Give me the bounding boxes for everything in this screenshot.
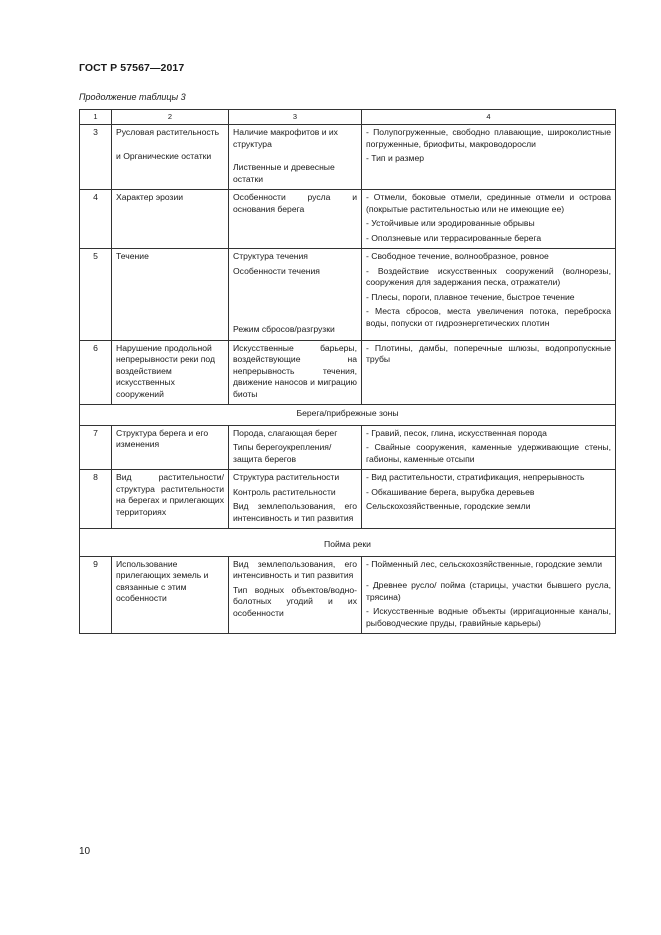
parameter-cell (229, 125, 362, 190)
parameter-text: Контроль растительности (233, 486, 336, 497)
description-text: - Пойменный лес, сельскохозяйственные, городские земли (366, 558, 602, 569)
feature-text: Использование прилегающих земель и связанные с этим особенности (116, 558, 209, 603)
parameter-text: Порода, слагающая берег (233, 427, 338, 438)
description-cell (362, 425, 616, 470)
section-heading-floodplain: Пойма реки (80, 529, 616, 557)
column-number: 2 (112, 110, 229, 125)
section-row (80, 405, 616, 426)
row-number: 7 (80, 425, 112, 470)
parameter-text: Тип водных объектов/водно-болотных угодий и их особенности (233, 584, 357, 618)
table-row (80, 340, 616, 405)
parameter-text: Структура течения (233, 251, 308, 261)
description-cell (362, 125, 616, 190)
description-text: - Отмели, боковые отмели, срединные отмели и острова (покрытые растительностью или не имеющие ее) (366, 192, 611, 214)
parameter-cell (229, 470, 362, 529)
description-text: - Места сбросов, места увеличения потока, переброска воды, попуски от гидроэнергетических плотин (366, 306, 611, 328)
parameter-cell (229, 249, 362, 341)
description-text: - Плесы, пороги, плавное течение, быстрое течение (366, 291, 575, 302)
feature-cell (112, 190, 229, 249)
parameter-text: Вид землепользования, его интенсивность и тип развития (233, 558, 357, 580)
description-text: - Полупогруженные, свободно плавающие, широколистные погруженные, бриофиты, макроводоросли (366, 127, 611, 149)
document-code: ГОСТ Р 57567—2017 (79, 62, 185, 74)
feature-cell (112, 125, 229, 190)
column-number: 3 (229, 110, 362, 125)
description-text: Сельскохозяйственные, городские земли (366, 501, 531, 511)
row-number: 8 (80, 470, 112, 529)
feature-cell (112, 340, 229, 405)
column-number-row (80, 110, 616, 125)
description-text: - Вид растительности, стратификация, непрерывность (366, 472, 585, 482)
parameter-cell (229, 340, 362, 405)
feature-cell (112, 425, 229, 470)
features-table (79, 109, 616, 634)
description-text: - Гравий, песок, глина, искусственная порода (366, 427, 547, 438)
table-row (80, 190, 616, 249)
feature-cell (112, 249, 229, 341)
table-row (80, 425, 616, 470)
description-cell (362, 190, 616, 249)
description-text: - Тип и размер (366, 153, 425, 163)
description-text: - Свободное течение, волнообразное, ровное (366, 251, 549, 261)
parameter-text: Структура растительности (233, 472, 340, 482)
parameter-text: Типы берегоукрепления/защита берегов (233, 442, 332, 464)
parameter-text: Наличие макрофитов и их структура (233, 127, 338, 149)
description-text: - Оползневые или террасированные берега (366, 232, 542, 243)
page-number: 10 (79, 846, 91, 857)
table-row (80, 470, 616, 529)
parameter-text: Искусственные барьеры, воздействующие на непрерывность течения, движение наносов и миграцию биоты (233, 342, 357, 399)
parameter-text: Особенности течения (233, 265, 320, 276)
row-number: 5 (80, 249, 112, 341)
row-number: 6 (80, 340, 112, 405)
table-row (80, 556, 616, 634)
description-text: - Устойчивые или эродированные обрывы (366, 218, 535, 228)
parameter-text: Вид землепользования, его интенсивность и тип развития (233, 501, 357, 523)
row-number: 9 (80, 556, 112, 634)
table-row (80, 125, 616, 190)
table-caption: Продолжение таблицы 3 (79, 92, 186, 102)
description-text: - Обкашивание берега, вырубка деревьев (366, 486, 535, 497)
feature-cell (112, 556, 229, 634)
feature-text: Структура берега и его изменения (116, 427, 209, 449)
description-text: - Искусственные водные объекты (ирригационные каналы, рыбоводческие пруды, гравийные карьеры) (366, 606, 611, 628)
description-text: - Древнее русло/ пойма (старицы, участки бывшего русла, трясина) (366, 580, 611, 602)
parameter-text: Лиственные и древесные остатки (233, 162, 335, 184)
parameter-cell (229, 425, 362, 470)
description-text: - Свайные сооружения, каменные удерживающие стены, габионы, каменные отсыпи (366, 442, 611, 464)
section-heading-coast: Берега/прибрежные зоны (80, 405, 616, 426)
feature-text: Течение (116, 251, 149, 261)
feature-text: и Органические остатки (116, 150, 212, 161)
column-number: 4 (362, 110, 616, 125)
parameter-text: Режим сбросов/разгрузки (233, 324, 335, 334)
section-row (80, 529, 616, 557)
description-text: - Воздействие искусственных сооружений (волнорезы, сооружения для задержания песка, отражатели) (366, 265, 611, 287)
parameter-text: Особенности русла и основания берега (233, 192, 357, 214)
feature-text: Вид растительности/структура растительности на берегах и прилегающих территориях (116, 472, 224, 517)
description-cell (362, 340, 616, 405)
description-cell (362, 249, 616, 341)
description-cell (362, 470, 616, 529)
column-number: 1 (80, 110, 112, 125)
parameter-cell (229, 190, 362, 249)
parameter-cell (229, 556, 362, 634)
row-number: 4 (80, 190, 112, 249)
feature-text: Русловая растительность (116, 127, 220, 137)
row-number: 3 (80, 125, 112, 190)
feature-text: Характер эрозии (116, 192, 184, 202)
description-text: - Плотины, дамбы, поперечные шлюзы, водопропускные трубы (366, 342, 611, 364)
feature-cell (112, 470, 229, 529)
table-row (80, 249, 616, 341)
feature-text: Нарушение продольной непрерывности реки под воздействием искусственных сооружений (116, 342, 215, 399)
description-cell (362, 556, 616, 634)
